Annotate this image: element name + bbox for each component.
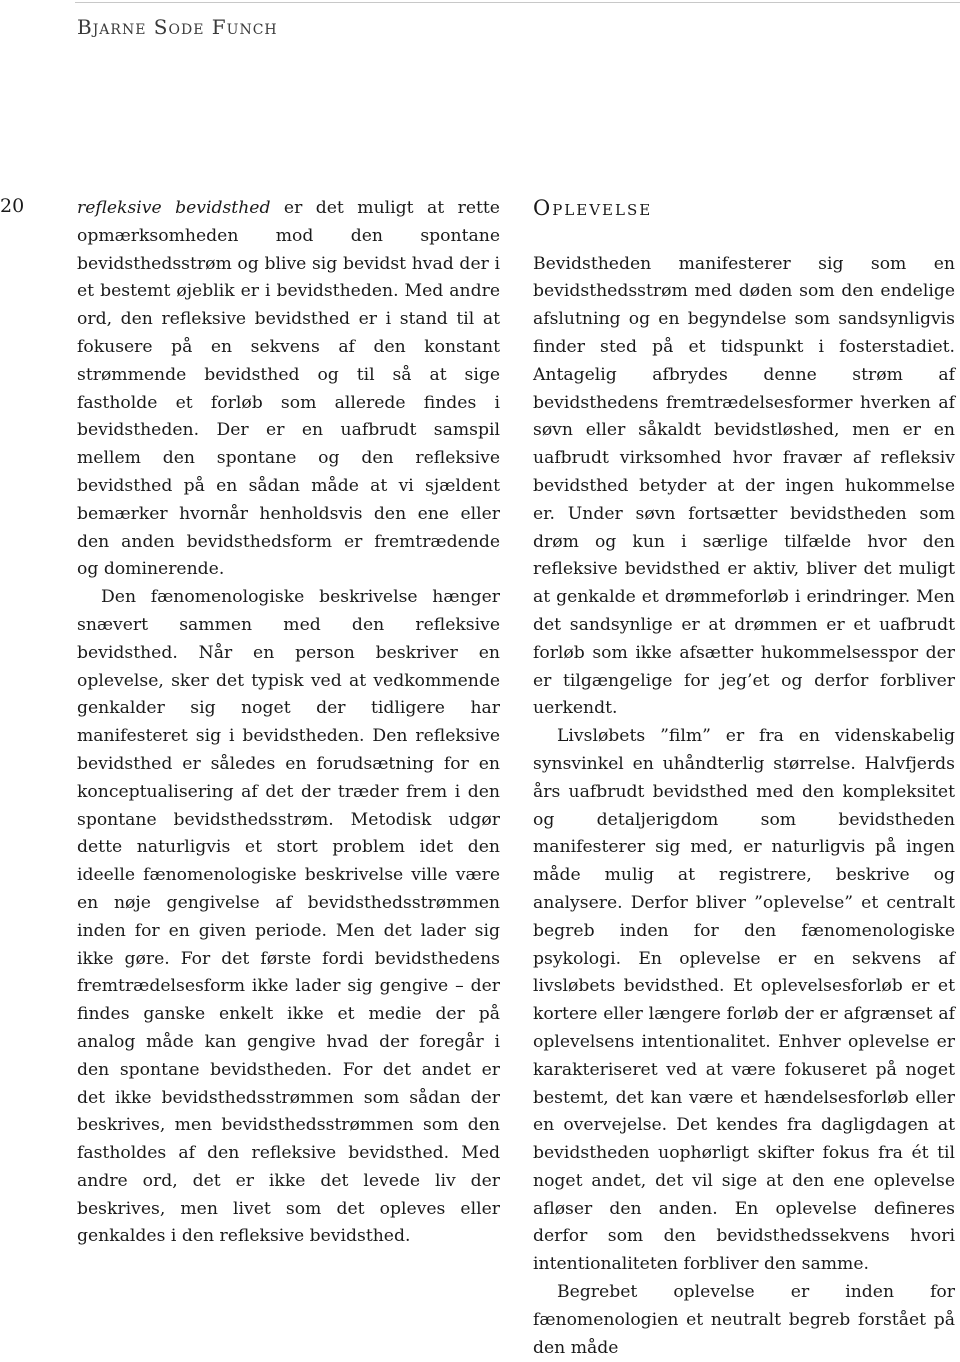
- section-heading: Oplevelse: [533, 196, 653, 220]
- left-paragraph-2: Den fænomenologiske beskrivelse hænger snævert sammen med den refleksive bevidsthed. Når en person beskriver en oplevelse, sker det typisk ved at vedkommende genkalder sig noget der tidligere har manifesteret sig i bevidstheden. Den refleksive bevidsthed er således en forudsætning for en konceptualisering af det der træder frem i den spontane bevidsthedsstrøm. Metodisk udgør dette naturligvis et stort problem idet den ideelle fænomenologiske beskrivelse ville være en nøje gengivelse af bevidsthedsstrømmen inden for en given periode. Men det lader sig ikke gøre. For det første fordi bevidsthedens fremtrædelsesform ikke lader sig gengive – der findes ganske enkelt ikke et medie der på analog måde kan gengive hvad der foregår i den spontane bevidstheden. For det andet er det ikke bevidsthedsstrømmen som sådan der beskrives, men bevidsthedsstrømmen som den fastholdes af den refleksive bevidsthed. Med andre ord, det er ikke det levede liv der beskrives, men livet som det opleves eller genkaldes i den refleksive bevidsthed.: [77, 587, 500, 1247]
- right-paragraph-3: Begrebet oplevelse er inden for fænomenologien et neutralt begreb forstået på den måde: [533, 1282, 955, 1358]
- right-paragraph-2: Livsløbets ”film” er fra en videnskabelig synsvinkel en uhåndterlig størrelse. Halvfjerds års uafbrudt bevidsthed med den kompleksitet og detaljerigdom som bevidstheden manifesterer sig med, er naturligvis på ingen måde mulig at registrere, beskrive og analysere. Derfor bliver ”oplevelse” et centralt begreb inden for den fænomenologiske psykologi. En oplevelse er en sekvens af livsløbets bevidsthed. Et oplevelsesforløb er et kortere eller længere forløb der er afgrænset af oplevelsens intentionalitet. Enhver oplevelse er karakteriseret ved at være fokuseret på noget bestemt, det kan være et hændelsesforløb eller en overvejelse. Det kendes fra dagligdagen at bevidstheden uophørligt skifter fokus fra ét til noget andet, det vil sige at den ene oplevelse afløser den anden. En oplevelse defineres derfor som den bevidsthedssekvens hvori intentionaliteten forbliver den samme.: [533, 726, 955, 1275]
- left-column: [77, 195, 500, 1251]
- right-column: [533, 195, 955, 1362]
- top-rule: [75, 2, 960, 3]
- running-header: Bjarne Sode Funch: [77, 15, 278, 39]
- left-paragraph-1: [77, 195, 500, 584]
- italic-term: refleksive bevidsthed: [77, 198, 271, 218]
- left-paragraph-1-text: er det muligt at rette opmærksomheden mod den spontane bevidsthedsstrøm og blive sig bevidst hvad der i et bestemt øjeblik er i bevidstheden. Med andre ord, den refleksive bevidsthed er i stand til at fokusere på en sekvens af den konstant strømmende bevidsthed og til så at sige fastholde et forløb som allerede findes i bevidstheden. Der er en uafbrudt samspil mellem den spontane og den refleksive bevidsthed på en sådan måde at vi sjældent bemærker hvornår henholdsvis den ene eller den anden bevidsthedsform er fremtrædende og dominerende.: [77, 198, 500, 580]
- right-paragraph-1: Bevidstheden manifesterer sig som en bevidsthedsstrøm med døden som den endelige afslutning og en begyndelse som sandsynligvis finder sted på et tidspunkt i fosterstadiet. Antagelig afbrydes denne strøm af bevidsthedens fremtrædelsesformer hverken af søvn eller såkaldt bevidstløshed, men er en uafbrudt virksomhed hvor fravær af refleksiv bevidsthed betyder at der ingen hukommelse er. Under søvn fortsætter bevidstheden som drøm og kun i særlige tilfælde hvor den refleksive bevidsthed er aktiv, bliver det muligt at genkalde et drømmeforløb i erindringer. Men det sandsynlige er at drømmen er et uafbrudt forløb som ikke afsætter hukommelsesspor der er tilgængelige for jeg’et og derfor forbliver uerkendt.: [533, 253, 955, 719]
- page-number: 20: [0, 195, 25, 217]
